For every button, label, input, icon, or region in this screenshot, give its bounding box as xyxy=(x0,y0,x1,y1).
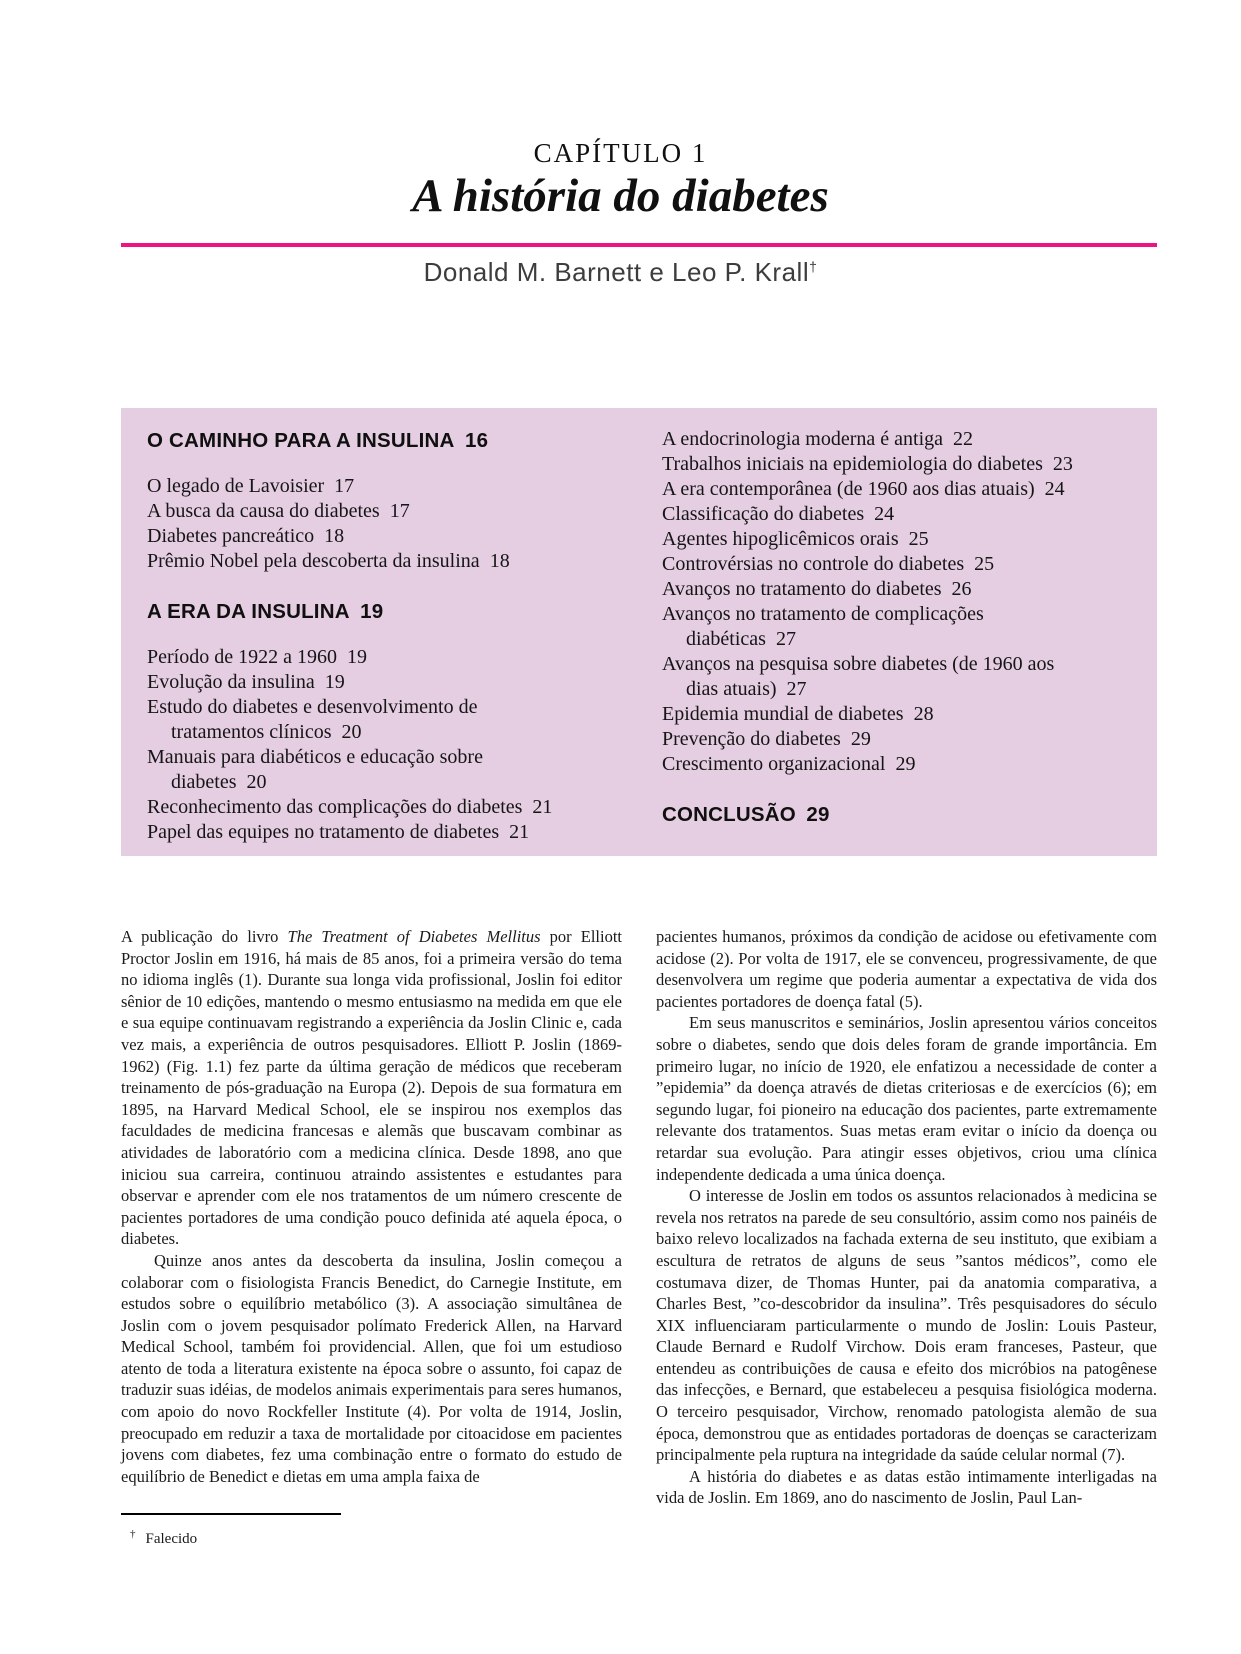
toc-entry-label: O CAMINHO PARA A INSULINA xyxy=(147,429,455,452)
toc-entry-label: A busca da causa do diabetes xyxy=(147,500,380,522)
toc-entry-label: Crescimento organizacional xyxy=(662,753,886,775)
body-paragraph: Em seus manuscritos e seminários, Joslin apresentou vários conceitos sobre o diabetes, sendo que dois deles foram de grande importância. Em primeiro lugar, no início de 1920, ele enfatizou a necessidade de conter a ”epidemia” da doença através de dietas criteriosas e de exercícios (6); em segundo lugar, foi pioneiro na educação dos pacientes, parte extremamente relevante dos tratamentos. Suas metas eram evitar o início da doença ou retardar sua evolução. Para atingir esses objetivos, criou uma clínica independente dedicada a uma única doença. xyxy=(656,1013,1157,1184)
toc-page-number: 16 xyxy=(454,429,489,452)
toc-entry xyxy=(147,524,616,549)
toc-entry-label: Manuais para diabéticos e educação sobre xyxy=(147,746,483,768)
toc-entry-label: Avanços na pesquisa sobre diabetes (de 1960 aos xyxy=(662,653,1055,675)
body-right-paragraphs xyxy=(656,926,1157,1509)
body-paragraph: O interesse de Joslin em todos os assuntos relacionados à medicina se revela nos retratos na parede de seu consultório, assim como nos painéis de baixo relevo localizados na fachada externa de seu instituto, que exibiam a escultura de retratos de alguns de seus ”santos médicos”, como ele costumava dizer, de Thomas Hunter, pai da anatomia comparativa, a Charles Best, ”co-descobridor da insulina”. Três pesquisadores do século XIX influenciaram particularmente o mundo de Joslin: Louis Pasteur, Claude Bernard e Rudolf Virchow. Dois eram franceses, Pasteur, que entendeu as contribuições de causa e efeito dos micróbios na patogênese das infecções, e Bernard, que estabeleceu a pesquisa fisiológica moderna. O terceiro pesquisador, Virchow, renomado patologista alemão de sua época, demonstrou que as entidades portadoras de doenças se caracterizam principalmente pela ruptura na integridade da saúde celular normal (7). xyxy=(656,1186,1157,1465)
title-accent-rule xyxy=(121,243,1157,247)
toc-entry xyxy=(662,527,1131,552)
body-left-paragraphs xyxy=(121,926,622,1487)
toc-entry xyxy=(147,474,616,499)
toc-entry-label: Epidemia mundial de diabetes xyxy=(662,703,904,725)
toc-entry-label: dias atuais) xyxy=(686,678,777,700)
chapter-title: A história do diabetes xyxy=(412,170,829,222)
toc-entry xyxy=(662,752,1131,777)
toc-right-column xyxy=(662,427,1131,844)
toc-box xyxy=(121,408,1157,856)
toc-entry-label: Prevenção do diabetes xyxy=(662,728,841,750)
toc-left-column xyxy=(147,427,616,844)
toc-entry-label: Classificação do diabetes xyxy=(662,503,865,525)
toc-entry-label: Evolução da insulina xyxy=(147,671,315,693)
body-text xyxy=(121,926,1157,1551)
toc-entry xyxy=(662,502,1131,527)
toc-entry-label: Período de 1922 a 1960 xyxy=(147,646,337,668)
byline-authors: Donald M. Barnett e Leo P. Krall xyxy=(423,257,810,287)
toc-entry-label: Agentes hipoglicêmicos orais xyxy=(662,528,899,550)
body-paragraph: A história do diabetes e as datas estão intimamente interligadas na vida de Joslin. Em 1869, ano do nascimento de Joslin, Paul Lan- xyxy=(656,1466,1157,1508)
toc-entry-label: tratamentos clínicos xyxy=(171,721,332,743)
toc-page-number: 26 xyxy=(941,578,972,600)
toc-page-number: 21 xyxy=(522,796,553,818)
toc-entry xyxy=(147,820,616,845)
toc-section-heading xyxy=(662,802,1131,827)
toc-entry xyxy=(662,552,1131,577)
body-right-column xyxy=(656,926,1157,1551)
toc-page-number: 18 xyxy=(479,550,510,572)
toc-entry xyxy=(662,477,1131,502)
toc-page-number: 28 xyxy=(903,703,934,725)
toc-page-number: 20 xyxy=(331,721,362,743)
toc-page-number: 21 xyxy=(499,821,530,843)
toc-page-number: 17 xyxy=(379,500,410,522)
toc-entry-label: Estudo do diabetes e desenvolvimento de xyxy=(147,696,478,718)
toc-entry-label: Papel das equipes no tratamento de diabetes xyxy=(147,821,500,843)
toc-entry-label: Reconhecimento das complicações do diabetes xyxy=(147,796,523,818)
toc-entry-label: Prêmio Nobel pela descoberta da insulina xyxy=(147,550,480,572)
byline-dagger-mark: † xyxy=(809,258,818,275)
toc-page-number: 29 xyxy=(885,753,916,775)
toc-entry xyxy=(662,427,1131,452)
toc-entry-label: CONCLUSÃO xyxy=(662,803,796,826)
toc-entry-label: A endocrinologia moderna é antiga xyxy=(662,428,944,450)
toc-section-heading xyxy=(147,428,616,453)
toc-page-number: 27 xyxy=(776,678,807,700)
toc-entry xyxy=(147,645,616,670)
toc-entry-label: Avanços no tratamento do diabetes xyxy=(662,578,942,600)
toc-page-number: 18 xyxy=(314,525,345,547)
toc-page-number: 23 xyxy=(1042,453,1073,475)
body-paragraph: Quinze anos antes da descoberta da insulina, Joslin começou a colaborar com o fisiologista Francis Benedict, do Carnegie Institute, em estudos sobre o equilíbrio metabólico (3). A associação simultânea de Joslin com o jovem pesquisador polímato Frederick Allen, na Harvard Medical School, também foi providencial. Allen, que foi um estudioso atento de toda a literatura existente na época sobre o assunto, foi capaz de traduzir suas idéias, de modelos animais experimentais para seres humanos, com apoio do novo Rockfeller Institute (4). Por volta de 1914, Joslin, preocupado em reduzir a taxa de mortalidade por citoacidose em pacientes jovens com diabetes, fez uma combinação entre o formato do estudo de equilíbrio de Benedict e dietas em uma ampla faixa de xyxy=(121,1250,622,1486)
byline xyxy=(0,257,1241,288)
toc-page-number: 20 xyxy=(236,771,267,793)
body-paragraph: pacientes humanos, próximos da condição de acidose ou efetivamente com acidose (2). Por volta de 1917, ele se convenceu, progressivamente, de que desenvolvera um regime que poderia aumentar a expectativa de vida dos pacientes portadores de doença fatal (5). xyxy=(656,927,1157,1011)
footnote-rule xyxy=(121,1513,341,1515)
toc-entry xyxy=(147,549,616,574)
body-paragraph: A publicação do livro The Treatment of Diabetes Mellitus por Elliott Proctor Joslin em 1916, há mais de 85 anos, foi a primeira versão do tema no idioma inglês (1). Durante sua longa vida profissional, Joslin foi editor sênior de 10 edições, mantendo o mesmo entusiasmo na medida em que ele e sua equipe continuavam registrando a experiência da Joslin Clinic e, cada vez mais, a experiência de outros pesquisadores. Elliott P. Joslin (1869-1962) (Fig. 1.1) fez parte da última geração de médicos que receberam treinamento de pós-graduação na Europa (2). Depois de sua formatura em 1895, na Harvard Medical School, ele se inspirou nos exemplos das faculdades de medicina francesas e alemãs que buscavam combinar as atividades de laboratório com a medicina clínica. Desde 1898, ano que iniciou sua carreira, continuou atraindo assistentes e estudantes para observar e aprender com ele nos tratamentos de um número crescente de pacientes portadores de uma condição pouco definida até aquela época, o diabetes. xyxy=(121,927,622,1249)
toc-entry-label: Trabalhos iniciais na epidemiologia do diabetes xyxy=(662,453,1043,475)
footnote-label: Falecido xyxy=(145,1531,198,1548)
toc-entry-label: Avanços no tratamento de complicações xyxy=(662,603,984,625)
footnote-text xyxy=(121,1524,622,1551)
toc-page-number: 24 xyxy=(1034,478,1065,500)
toc-entry xyxy=(147,695,616,745)
toc-entry-label: Controvérsias no controle do diabetes xyxy=(662,553,965,575)
toc-entry-label: diabetes xyxy=(171,771,237,793)
toc-entry xyxy=(147,670,616,695)
toc-page-number: 25 xyxy=(964,553,995,575)
toc-page-number: 19 xyxy=(336,646,367,668)
toc-page-number: 22 xyxy=(943,428,974,450)
toc-page-number: 19 xyxy=(349,600,384,623)
toc-page-number: 17 xyxy=(324,475,355,497)
toc-entry-label: A era contemporânea (de 1960 aos dias atuais) xyxy=(662,478,1035,500)
toc-entry xyxy=(662,452,1131,477)
toc-entry xyxy=(147,499,616,524)
toc-page-number: 29 xyxy=(840,728,871,750)
toc-entry-label: A ERA DA INSULINA xyxy=(147,600,350,623)
toc-entry-label: O legado de Lavoisier xyxy=(147,475,325,497)
toc-entry xyxy=(662,727,1131,752)
toc-entry xyxy=(662,577,1131,602)
toc-entry xyxy=(147,745,616,795)
toc-entry xyxy=(662,652,1131,702)
toc-section-heading xyxy=(147,599,616,624)
footnote-dagger-mark: † xyxy=(130,1528,136,1541)
toc-entry xyxy=(662,602,1131,652)
toc-entry xyxy=(662,702,1131,727)
toc-entry-label: diabéticas xyxy=(686,628,766,650)
chapter-label: CAPÍTULO 1 xyxy=(533,138,708,168)
toc-page-number: 29 xyxy=(795,803,830,826)
footnote xyxy=(121,1513,622,1551)
body-left-column xyxy=(121,926,622,1551)
toc-page-number: 19 xyxy=(314,671,345,693)
toc-page-number: 27 xyxy=(765,628,796,650)
toc-page-number: 24 xyxy=(864,503,895,525)
toc-entry-label: Diabetes pancreático xyxy=(147,525,315,547)
toc-page-number: 25 xyxy=(898,528,929,550)
toc-entry xyxy=(147,795,616,820)
